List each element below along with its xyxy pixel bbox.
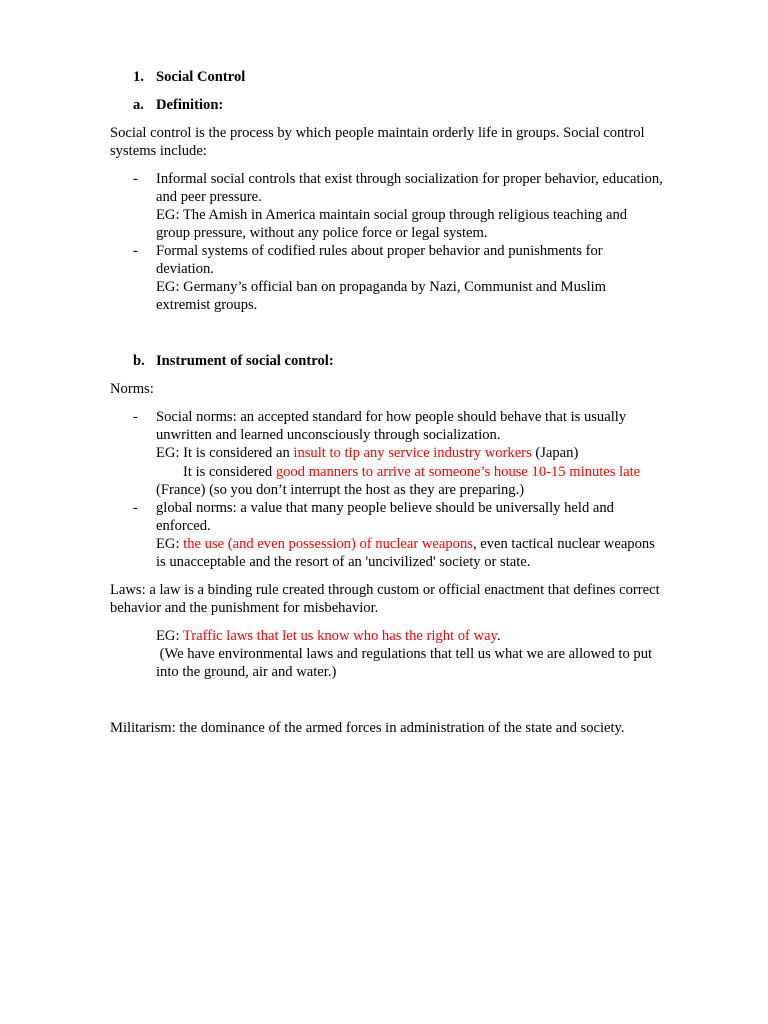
- global-norms-example: [156, 535, 655, 553]
- bullet-dash: -: [133, 243, 138, 259]
- example-prefix: EG:: [156, 536, 184, 552]
- bullet-dash: -: [133, 171, 138, 187]
- bullet-dash: -: [133, 500, 138, 516]
- highlighted-text: insult to tip any service industry workers: [293, 445, 532, 461]
- example-suffix: , even tactical nuclear weapons: [472, 536, 655, 552]
- laws-line-2: behavior and the punishment for misbehavior.: [110, 600, 379, 616]
- example-prefix: EG: It is considered an: [156, 445, 294, 461]
- heading-social-control: Social Control: [156, 69, 246, 85]
- example-suffix: .: [496, 628, 501, 644]
- heading-instrument: Instrument of social control:: [156, 353, 334, 369]
- highlighted-text: the use (and even possession) of nuclear weapons: [183, 536, 473, 552]
- social-norms-example-france-cont: (France) (so you don’t interrupt the host as they are preparing.): [156, 482, 525, 498]
- highlighted-text: Traffic laws that let us know who has the right of way: [182, 628, 497, 644]
- formal-line-1: Formal systems of codified rules about proper behavior and punishments for: [156, 243, 603, 259]
- formal-example-2: extremist groups.: [156, 297, 258, 313]
- formal-line-2: deviation.: [156, 261, 214, 277]
- informal-line-1: Informal social controls that exist through socialization for proper behavior, education,: [156, 171, 663, 187]
- laws-line-1: Laws: a law is a binding rule created through custom or official enactment that defines correct: [110, 582, 660, 598]
- heading-number: 1.: [133, 69, 144, 85]
- heading-b-letter: b.: [133, 353, 145, 369]
- heading-a-letter: a.: [133, 97, 144, 113]
- definition-line-1: Social control is the process by which people maintain orderly life in groups. Social control: [110, 125, 645, 141]
- global-norms-line-1: global norms: a value that many people believe should be universally held and: [156, 500, 614, 516]
- social-norms-line-2: unwritten and learned unconsciously through socialization.: [156, 427, 501, 443]
- laws-example: [156, 627, 501, 645]
- social-norms-line-1: Social norms: an accepted standard for how people should behave that is usually: [156, 409, 627, 425]
- norms-label: Norms:: [110, 381, 154, 397]
- laws-note-2: into the ground, air and water.): [156, 664, 337, 680]
- informal-example-1: EG: The Amish in America maintain social group through religious teaching and: [156, 207, 628, 223]
- informal-example-2: group pressure, without any police force or legal system.: [156, 225, 488, 241]
- formal-example-1: EG: Germany’s official ban on propaganda by Nazi, Communist and Muslim: [156, 279, 607, 295]
- bullet-dash: -: [133, 409, 138, 425]
- social-norms-example-japan: [156, 444, 578, 462]
- definition-line-2: systems include:: [110, 143, 207, 159]
- informal-line-2: and peer pressure.: [156, 189, 262, 205]
- militarism-definition: Militarism: the dominance of the armed forces in administration of the state and society.: [110, 720, 625, 736]
- highlighted-text: good manners to arrive at someone’s house 10-15 minutes late: [275, 464, 641, 480]
- example-suffix: (Japan): [531, 445, 579, 461]
- example-prefix: EG:: [156, 628, 183, 644]
- example-prefix: It is considered: [183, 464, 276, 480]
- heading-definition: Definition:: [156, 97, 224, 113]
- laws-note-1: (We have environmental laws and regulations that tell us what we are allowed to put: [156, 646, 653, 662]
- global-norms-line-2: enforced.: [156, 518, 211, 534]
- global-norms-example-2: is unacceptable and the resort of an 'uncivilized' society or state.: [156, 554, 531, 570]
- social-norms-example-france: [183, 463, 640, 481]
